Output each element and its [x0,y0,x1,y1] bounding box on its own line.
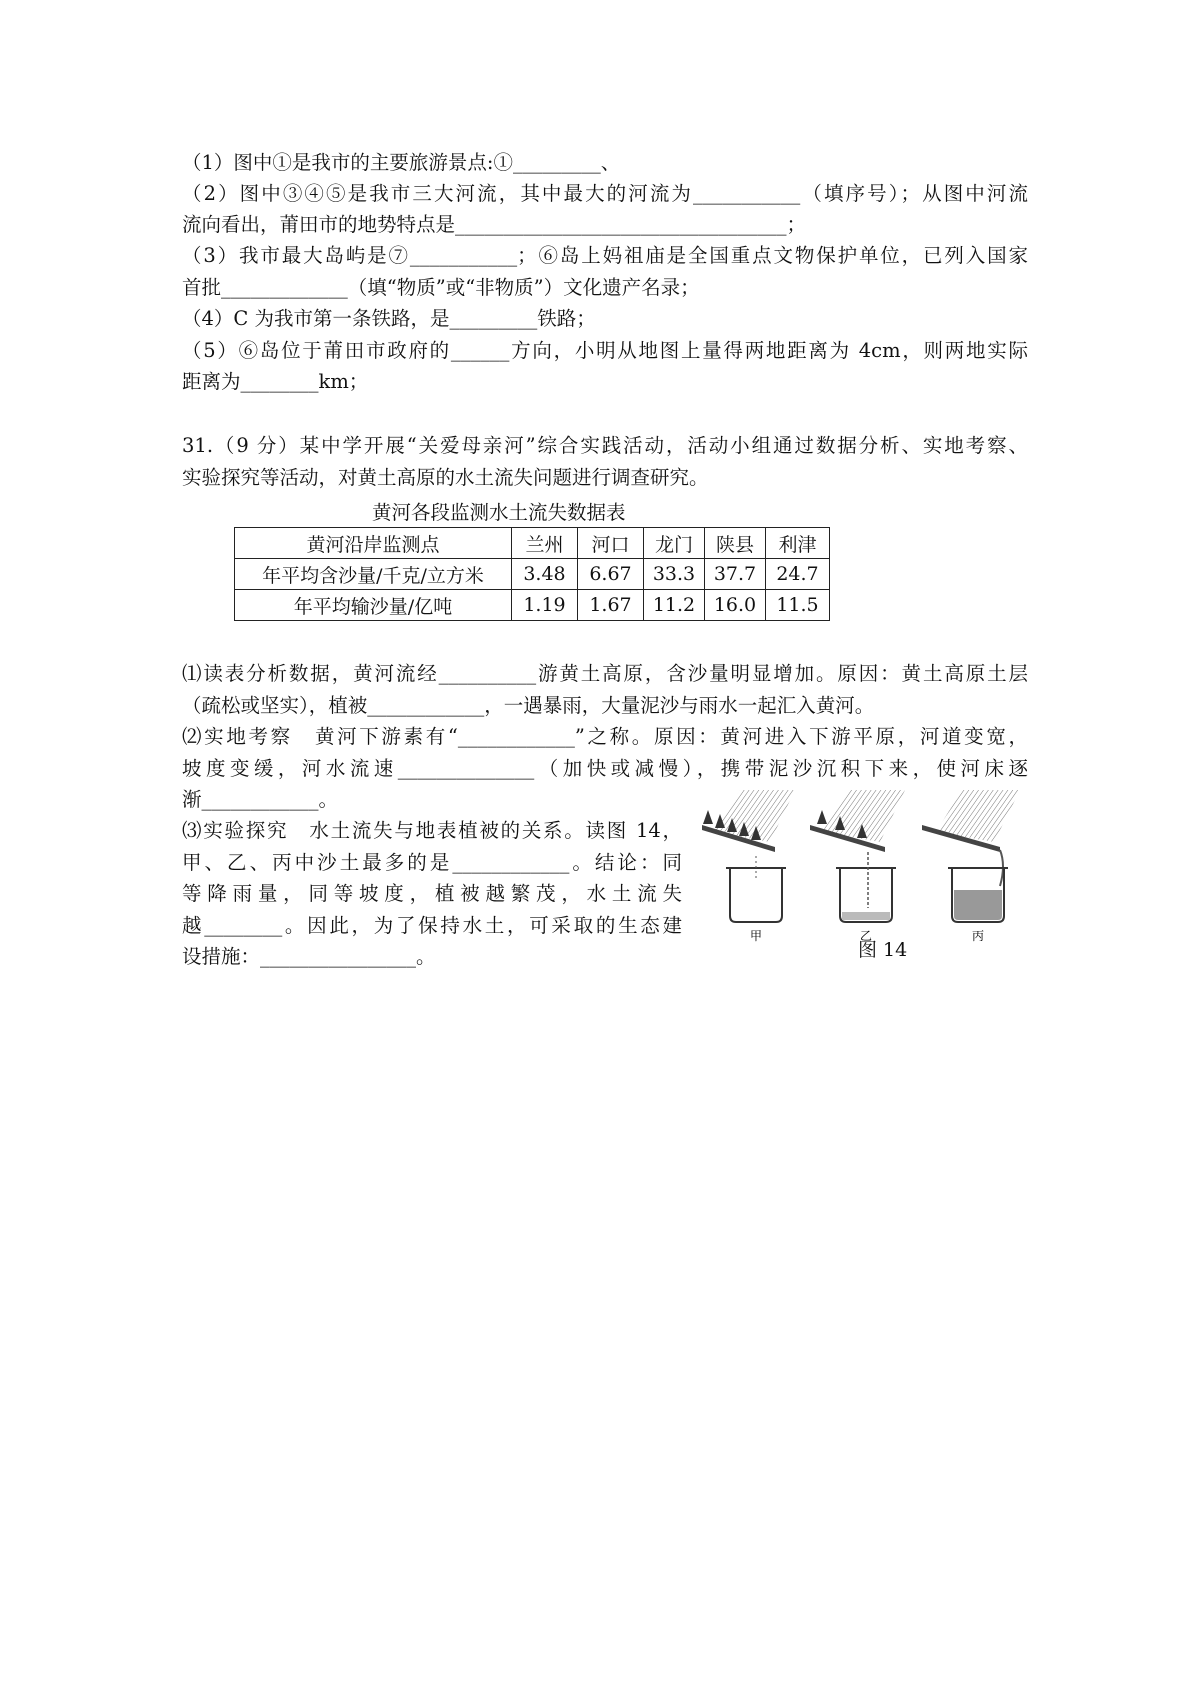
q30-item-3: （3）我市最大岛屿是⑦___________；⑥岛上妈祖庙是全国重点文物保护单位，已列入国家 [182,244,1028,267]
q30-item-5-cont: 距离为________km； [182,370,369,393]
q30-item-5: （5）⑥岛位于莆田市政府的______方向，小明从地图上量得两地距离为 4cm，则两地实际 [182,339,1028,362]
q30-item-4: （4）C 为我市第一条铁路，是_________铁路； [182,307,596,330]
table-cell: 年平均输沙量/亿吨 [235,590,512,621]
data-table [234,527,830,621]
panel-jia [702,790,795,922]
table-cell: 年平均含沙量/千克/立方米 [235,559,512,590]
table-header-row [235,528,830,559]
q31-part-3: ⑶实验探究 水土流失与地表植被的关系。读图 14， [182,819,682,842]
q30-item-2: （2）图中③④⑤是我市三大河流，其中最大的河流为___________（填序号）；从图中河流 [182,182,1028,205]
table-cell: 6.67 [578,559,644,590]
q31-part-2-cont: 坡度变缓，河水流速______________（加快或减慢），携带泥沙沉积下来，使河床逐 [182,757,1028,780]
q30-item-3-cont: 首批_____________（填“物质”或“非物质”）文化遗产名录； [182,276,700,299]
table-cell: 11.2 [644,590,705,621]
table-cell: 3.48 [512,559,578,590]
figure-14-illustration [700,790,1030,945]
table-cell: 16.0 [705,590,766,621]
q31-part-2: ⑵实地考察 黄河下游素有“____________”之称。原因：黄河进入下游平原，河道变宽， [182,725,1028,748]
panel-yi [810,790,905,922]
panel-label: 甲 [749,929,763,943]
header-cell: 陕县 [705,528,766,559]
q31-part-1-cont: （疏松或坚实），植被____________，一遇暴雨，大量泥沙与雨水一起汇入黄河。 [182,694,875,717]
q31-part-3-l4: 越________。因此，为了保持水土，可采取的生态建 [182,914,682,937]
table-cell: 1.67 [578,590,644,621]
panel-label: 丙 [971,929,985,943]
table-cell: 37.7 [705,559,766,590]
q30-item-2-cont: 流向看出，莆田市的地势特点是__________________________________； [182,213,807,236]
table-cell: 33.3 [644,559,705,590]
q31-intro-cont: 实验探究等活动，对黄土高原的水土流失问题进行调查研究。 [182,466,709,489]
header-cell: 兰州 [512,528,578,559]
q31-part-3-l5: 设措施：________________。 [182,945,436,968]
q31-intro: 31.（9 分）某中学开展“关爱母亲河”综合实践活动，活动小组通过数据分析、实地考察、 [182,434,1028,457]
q31-part-2-end: 渐____________。 [182,788,339,811]
table-row [235,559,830,590]
q31-part-1: ⑴读表分析数据，黄河流经__________游黄土高原，含沙量明显增加。原因：黄土高原土层 [182,662,1028,685]
header-cell: 利津 [766,528,830,559]
table-row [235,590,830,621]
table-cell: 24.7 [766,559,830,590]
table-cell: 11.5 [766,590,830,621]
panel-label: 乙 [859,929,873,943]
table-caption: 黄河各段监测水土流失数据表 [372,501,626,524]
figure-14-label: 图 14 [858,939,908,961]
header-cell: 河口 [578,528,644,559]
header-cell: 龙门 [644,528,705,559]
header-cell: 黄河沿岸监测点 [235,528,512,559]
table-cell: 1.19 [512,590,578,621]
panel-bing [922,790,1020,922]
q30-item-1: （1）图中①是我市的主要旅游景点:①_________、 [182,151,621,174]
q31-part-3-l3: 等降雨量，同等坡度，植被越繁茂，水土流失 [182,882,682,905]
q31-part-3-l2: 甲、乙、丙中沙土最多的是____________。结论：同 [182,851,682,874]
